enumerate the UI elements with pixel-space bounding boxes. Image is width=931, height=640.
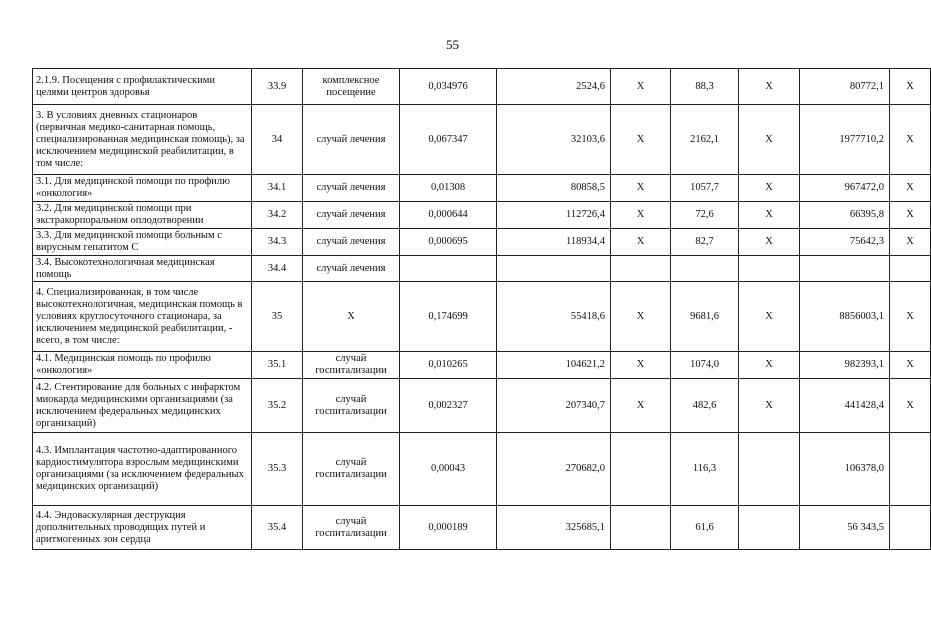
- row-unit: Х: [303, 282, 400, 352]
- row-col8: [739, 256, 800, 282]
- row-code: 34.2: [252, 202, 303, 229]
- row-name: 2.1.9. Посещения с профилактическими целями центров здоровья: [33, 69, 252, 105]
- row-col8: Х: [739, 379, 800, 433]
- row-unit: случай лечения: [303, 202, 400, 229]
- row-col9: 56 343,5: [800, 506, 890, 550]
- row-col8: Х: [739, 105, 800, 175]
- row-col8: Х: [739, 69, 800, 105]
- table-row: [33, 175, 931, 202]
- row-unit: случай госпитализации: [303, 352, 400, 379]
- row-name: 3. В условиях дневных стационаров (первичная медико-санитарная помощь, специализированная медицинская помощь), за исключением медицинской реабилитации, в том числе:: [33, 105, 252, 175]
- row-col8: Х: [739, 352, 800, 379]
- row-col7: 9681,6: [671, 282, 739, 352]
- row-name: 3.3. Для медицинской помощи больным с вирусным гепатитом С: [33, 229, 252, 256]
- row-col9: 967472,0: [800, 175, 890, 202]
- row-col7: 82,7: [671, 229, 739, 256]
- row-col9: 80772,1: [800, 69, 890, 105]
- row-code: 33.9: [252, 69, 303, 105]
- row-col6: [611, 256, 671, 282]
- row-col9: 1977710,2: [800, 105, 890, 175]
- row-unit: случай лечения: [303, 229, 400, 256]
- row-code: 34.4: [252, 256, 303, 282]
- row-col9: [800, 256, 890, 282]
- row-name: 4.1. Медицинская помощь по профилю «онкология»: [33, 352, 252, 379]
- row-norm-volume: 0,000695: [400, 229, 497, 256]
- row-code: 34: [252, 105, 303, 175]
- row-col9: 441428,4: [800, 379, 890, 433]
- row-code: 35: [252, 282, 303, 352]
- table-row: [33, 202, 931, 229]
- row-name: 4. Специализированная, в том числе высокотехнологичная, медицинская помощь в условиях круглосуточного стационара, за исключением медицинской реабилитации, - всего, в том числе:: [33, 282, 252, 352]
- row-col6: Х: [611, 175, 671, 202]
- row-unit: случай лечения: [303, 175, 400, 202]
- row-norm-cost: 118934,4: [497, 229, 611, 256]
- row-col9: 982393,1: [800, 352, 890, 379]
- row-col8: [739, 433, 800, 506]
- row-unit: случай лечения: [303, 105, 400, 175]
- row-col6: [611, 433, 671, 506]
- table-row: [33, 105, 931, 175]
- row-col7: 61,6: [671, 506, 739, 550]
- row-norm-cost: 32103,6: [497, 105, 611, 175]
- row-col10: Х: [890, 175, 931, 202]
- row-col9: 75642,3: [800, 229, 890, 256]
- row-name: 4.2. Стентирование для больных с инфарктом миокарда медицинскими организациями (за исключением федеральных медицинских организаций): [33, 379, 252, 433]
- row-col9: 66395,8: [800, 202, 890, 229]
- row-name: 3.1. Для медицинской помощи по профилю «онкология»: [33, 175, 252, 202]
- row-col10: [890, 256, 931, 282]
- row-col8: [739, 506, 800, 550]
- row-norm-cost: 2524,6: [497, 69, 611, 105]
- table-row: [33, 506, 931, 550]
- row-unit: случай лечения: [303, 256, 400, 282]
- row-col7: 2162,1: [671, 105, 739, 175]
- table-body: [33, 69, 931, 550]
- row-col6: Х: [611, 202, 671, 229]
- table-row: [33, 433, 931, 506]
- row-code: 35.4: [252, 506, 303, 550]
- row-norm-cost: 80858,5: [497, 175, 611, 202]
- row-col8: Х: [739, 282, 800, 352]
- row-code: 34.1: [252, 175, 303, 202]
- row-norm-cost: 55418,6: [497, 282, 611, 352]
- table-row: [33, 256, 931, 282]
- row-col8: Х: [739, 202, 800, 229]
- row-col7: 1074,0: [671, 352, 739, 379]
- row-col9: 8856003,1: [800, 282, 890, 352]
- row-col6: [611, 506, 671, 550]
- row-norm-cost: [497, 256, 611, 282]
- row-col7: 72,6: [671, 202, 739, 229]
- table-row: [33, 352, 931, 379]
- row-unit: комплексное посещение: [303, 69, 400, 105]
- row-norm-cost: 112726,4: [497, 202, 611, 229]
- row-norm-cost: 270682,0: [497, 433, 611, 506]
- row-col6: Х: [611, 105, 671, 175]
- row-norm-volume: 0,174699: [400, 282, 497, 352]
- row-code: 34.3: [252, 229, 303, 256]
- row-col10: Х: [890, 202, 931, 229]
- row-norm-volume: 0,067347: [400, 105, 497, 175]
- row-norm-volume: 0,034976: [400, 69, 497, 105]
- row-col10: Х: [890, 282, 931, 352]
- row-norm-cost: 104621,2: [497, 352, 611, 379]
- row-unit: случай госпитализации: [303, 506, 400, 550]
- row-col6: Х: [611, 352, 671, 379]
- row-name: 3.4. Высокотехнологичная медицинская помощь: [33, 256, 252, 282]
- row-unit: случай госпитализации: [303, 433, 400, 506]
- row-col7: 1057,7: [671, 175, 739, 202]
- row-norm-volume: 0,002327: [400, 379, 497, 433]
- row-col10: Х: [890, 69, 931, 105]
- row-norm-cost: 325685,1: [497, 506, 611, 550]
- row-norm-cost: 207340,7: [497, 379, 611, 433]
- table-row: [33, 379, 931, 433]
- norms-table: [32, 68, 931, 550]
- table-row: [33, 69, 931, 105]
- row-norm-volume: [400, 256, 497, 282]
- row-norm-volume: 0,000644: [400, 202, 497, 229]
- row-col6: Х: [611, 379, 671, 433]
- row-norm-volume: 0,00043: [400, 433, 497, 506]
- row-col10: [890, 506, 931, 550]
- row-norm-volume: 0,000189: [400, 506, 497, 550]
- row-col6: Х: [611, 282, 671, 352]
- row-col6: Х: [611, 69, 671, 105]
- row-col7: 116,3: [671, 433, 739, 506]
- row-col6: Х: [611, 229, 671, 256]
- row-code: 35.2: [252, 379, 303, 433]
- row-col7: 482,6: [671, 379, 739, 433]
- row-name: 3.2. Для медицинской помощи при экстракорпоральном оплодотворении: [33, 202, 252, 229]
- row-norm-volume: 0,010265: [400, 352, 497, 379]
- table-row: [33, 282, 931, 352]
- row-unit: случай госпитализации: [303, 379, 400, 433]
- row-col10: Х: [890, 379, 931, 433]
- row-name: 4.4. Эндоваскулярная деструкция дополнительных проводящих путей и аритмогенных зон сердца: [33, 506, 252, 550]
- page-number: 55: [446, 37, 459, 52]
- row-col10: Х: [890, 105, 931, 175]
- row-col8: Х: [739, 175, 800, 202]
- row-col10: Х: [890, 229, 931, 256]
- row-col10: [890, 433, 931, 506]
- row-col7: 88,3: [671, 69, 739, 105]
- row-col10: Х: [890, 352, 931, 379]
- row-name: 4.3. Имплантация частотно-адаптированного кардиостимулятора взрослым медицинскими организациями (за исключением федеральных медицинских организаций): [33, 433, 252, 506]
- row-col9: 106378,0: [800, 433, 890, 506]
- row-code: 35.1: [252, 352, 303, 379]
- row-col7: [671, 256, 739, 282]
- table-row: [33, 229, 931, 256]
- row-norm-volume: 0,01308: [400, 175, 497, 202]
- row-col8: Х: [739, 229, 800, 256]
- row-code: 35.3: [252, 433, 303, 506]
